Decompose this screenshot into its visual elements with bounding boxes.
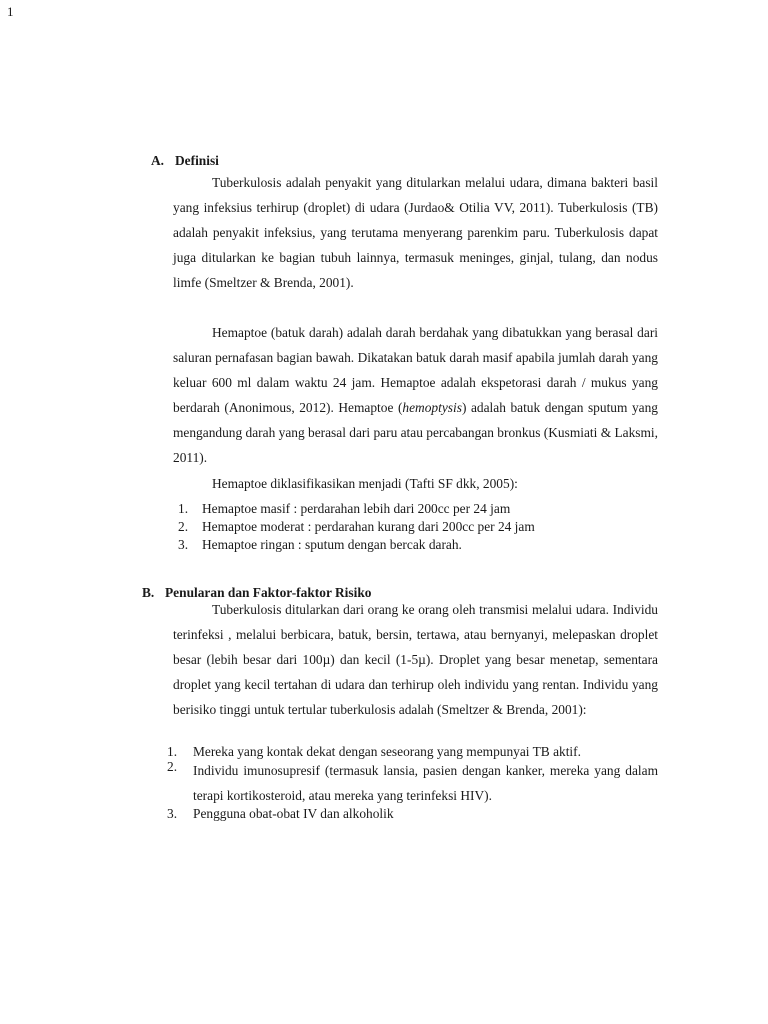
section-b-list	[167, 743, 658, 823]
section-a-letter: A.	[151, 153, 165, 168]
section-a-paragraph-2-end: ) adalah batuk dengan sputum yang mengandung darah yang berasal dari paru atau percabangan bronkus (Kusmiati & Laksmi, 2011).	[173, 400, 658, 465]
section-a-heading	[151, 153, 219, 169]
list-item-number: 2.	[178, 519, 189, 534]
section-b-heading	[142, 585, 372, 601]
section-a-list	[178, 500, 658, 554]
list-item-text: Hemaptoe ringan : sputum dengan bercak darah.	[202, 537, 462, 552]
list-item-number: 3.	[167, 806, 178, 821]
section-a-paragraph-2	[173, 320, 658, 470]
list-item-text: Individu imunosupresif (termasuk lansia, pasien dengan kanker, mereka yang dalam terapi kortikosteroid, atau mereka yang terinfeksi HIV).	[193, 763, 658, 803]
list-item	[167, 805, 658, 823]
list-item	[178, 500, 658, 518]
section-a-title: Definisi	[175, 153, 219, 168]
list-item	[178, 518, 658, 536]
section-b-letter: B.	[142, 585, 155, 600]
section-b-paragraph-1: Tuberkulosis ditularkan dari orang ke orang oleh transmisi melalui udara. Individu terinfeksi , melalui berbicara, batuk, bersin, tertawa, atau bernyanyi, melepaskan droplet besar (lebih besar dari 100µ) dan kecil (1-5µ). Droplet yang besar menetap, sementara droplet yang kecil tertahan di udara dan terhirup oleh individu yang rentan. Individu yang berisiko tinggi untuk tertular tuberkulosis adalah (Smeltzer & Brenda, 2001):	[173, 602, 658, 717]
list-item-text: Hemaptoe masif : perdarahan lebih dari 200cc per 24 jam	[202, 501, 511, 516]
list-item	[167, 758, 658, 808]
page-number: 1	[7, 4, 14, 19]
list-item-text: Pengguna obat-obat IV dan alkoholik	[193, 806, 394, 821]
list-item-text: Hemaptoe moderat : perdarahan kurang dari 200cc per 24 jam	[202, 519, 535, 534]
section-a-paragraph-2-start: Hemaptoe (batuk darah) adalah darah berdahak yang dibatukkan yang berasal dari saluran pernafasan bagian bawah. Dikatakan batuk darah masif apabila jumlah darah yang keluar 600 ml dalam waktu 24 jam. Hemaptoe adalah ekspetorasi darah / mukus yang berdarah (Anonimous, 2012). Hemaptoe (	[173, 325, 658, 415]
section-b-title: Penularan dan Faktor-faktor Risiko	[165, 585, 372, 600]
section-a-paragraph-2-italic: hemoptysis	[402, 400, 462, 415]
section-a-paragraph-1: Tuberkulosis adalah penyakit yang ditularkan melalui udara, dimana bakteri basil yang infeksius terhirup (droplet) di udara (Jurdao& Otilia VV, 2011). Tuberkulosis (TB) adalah penyakit infeksius, yang terutama menyerang parenkim paru. Tuberkulosis dapat juga ditularkan ke bagian tubuh lainnya, termasuk meninges, ginjal, tulang, dan nodus limfe (Smeltzer & Brenda, 2001).	[173, 175, 658, 290]
list-item	[178, 536, 658, 554]
list-item-number: 1.	[167, 744, 178, 759]
list-item-number: 1.	[178, 501, 189, 516]
section-a-paragraph-3: Hemaptoe diklasifikasikan menjadi (Tafti SF dkk, 2005):	[212, 476, 518, 491]
list-item-number: 3.	[178, 537, 189, 552]
list-item-number: 2.	[167, 759, 178, 774]
list-item-text: Mereka yang kontak dekat dengan seseorang yang mempunyai TB aktif.	[193, 744, 581, 759]
